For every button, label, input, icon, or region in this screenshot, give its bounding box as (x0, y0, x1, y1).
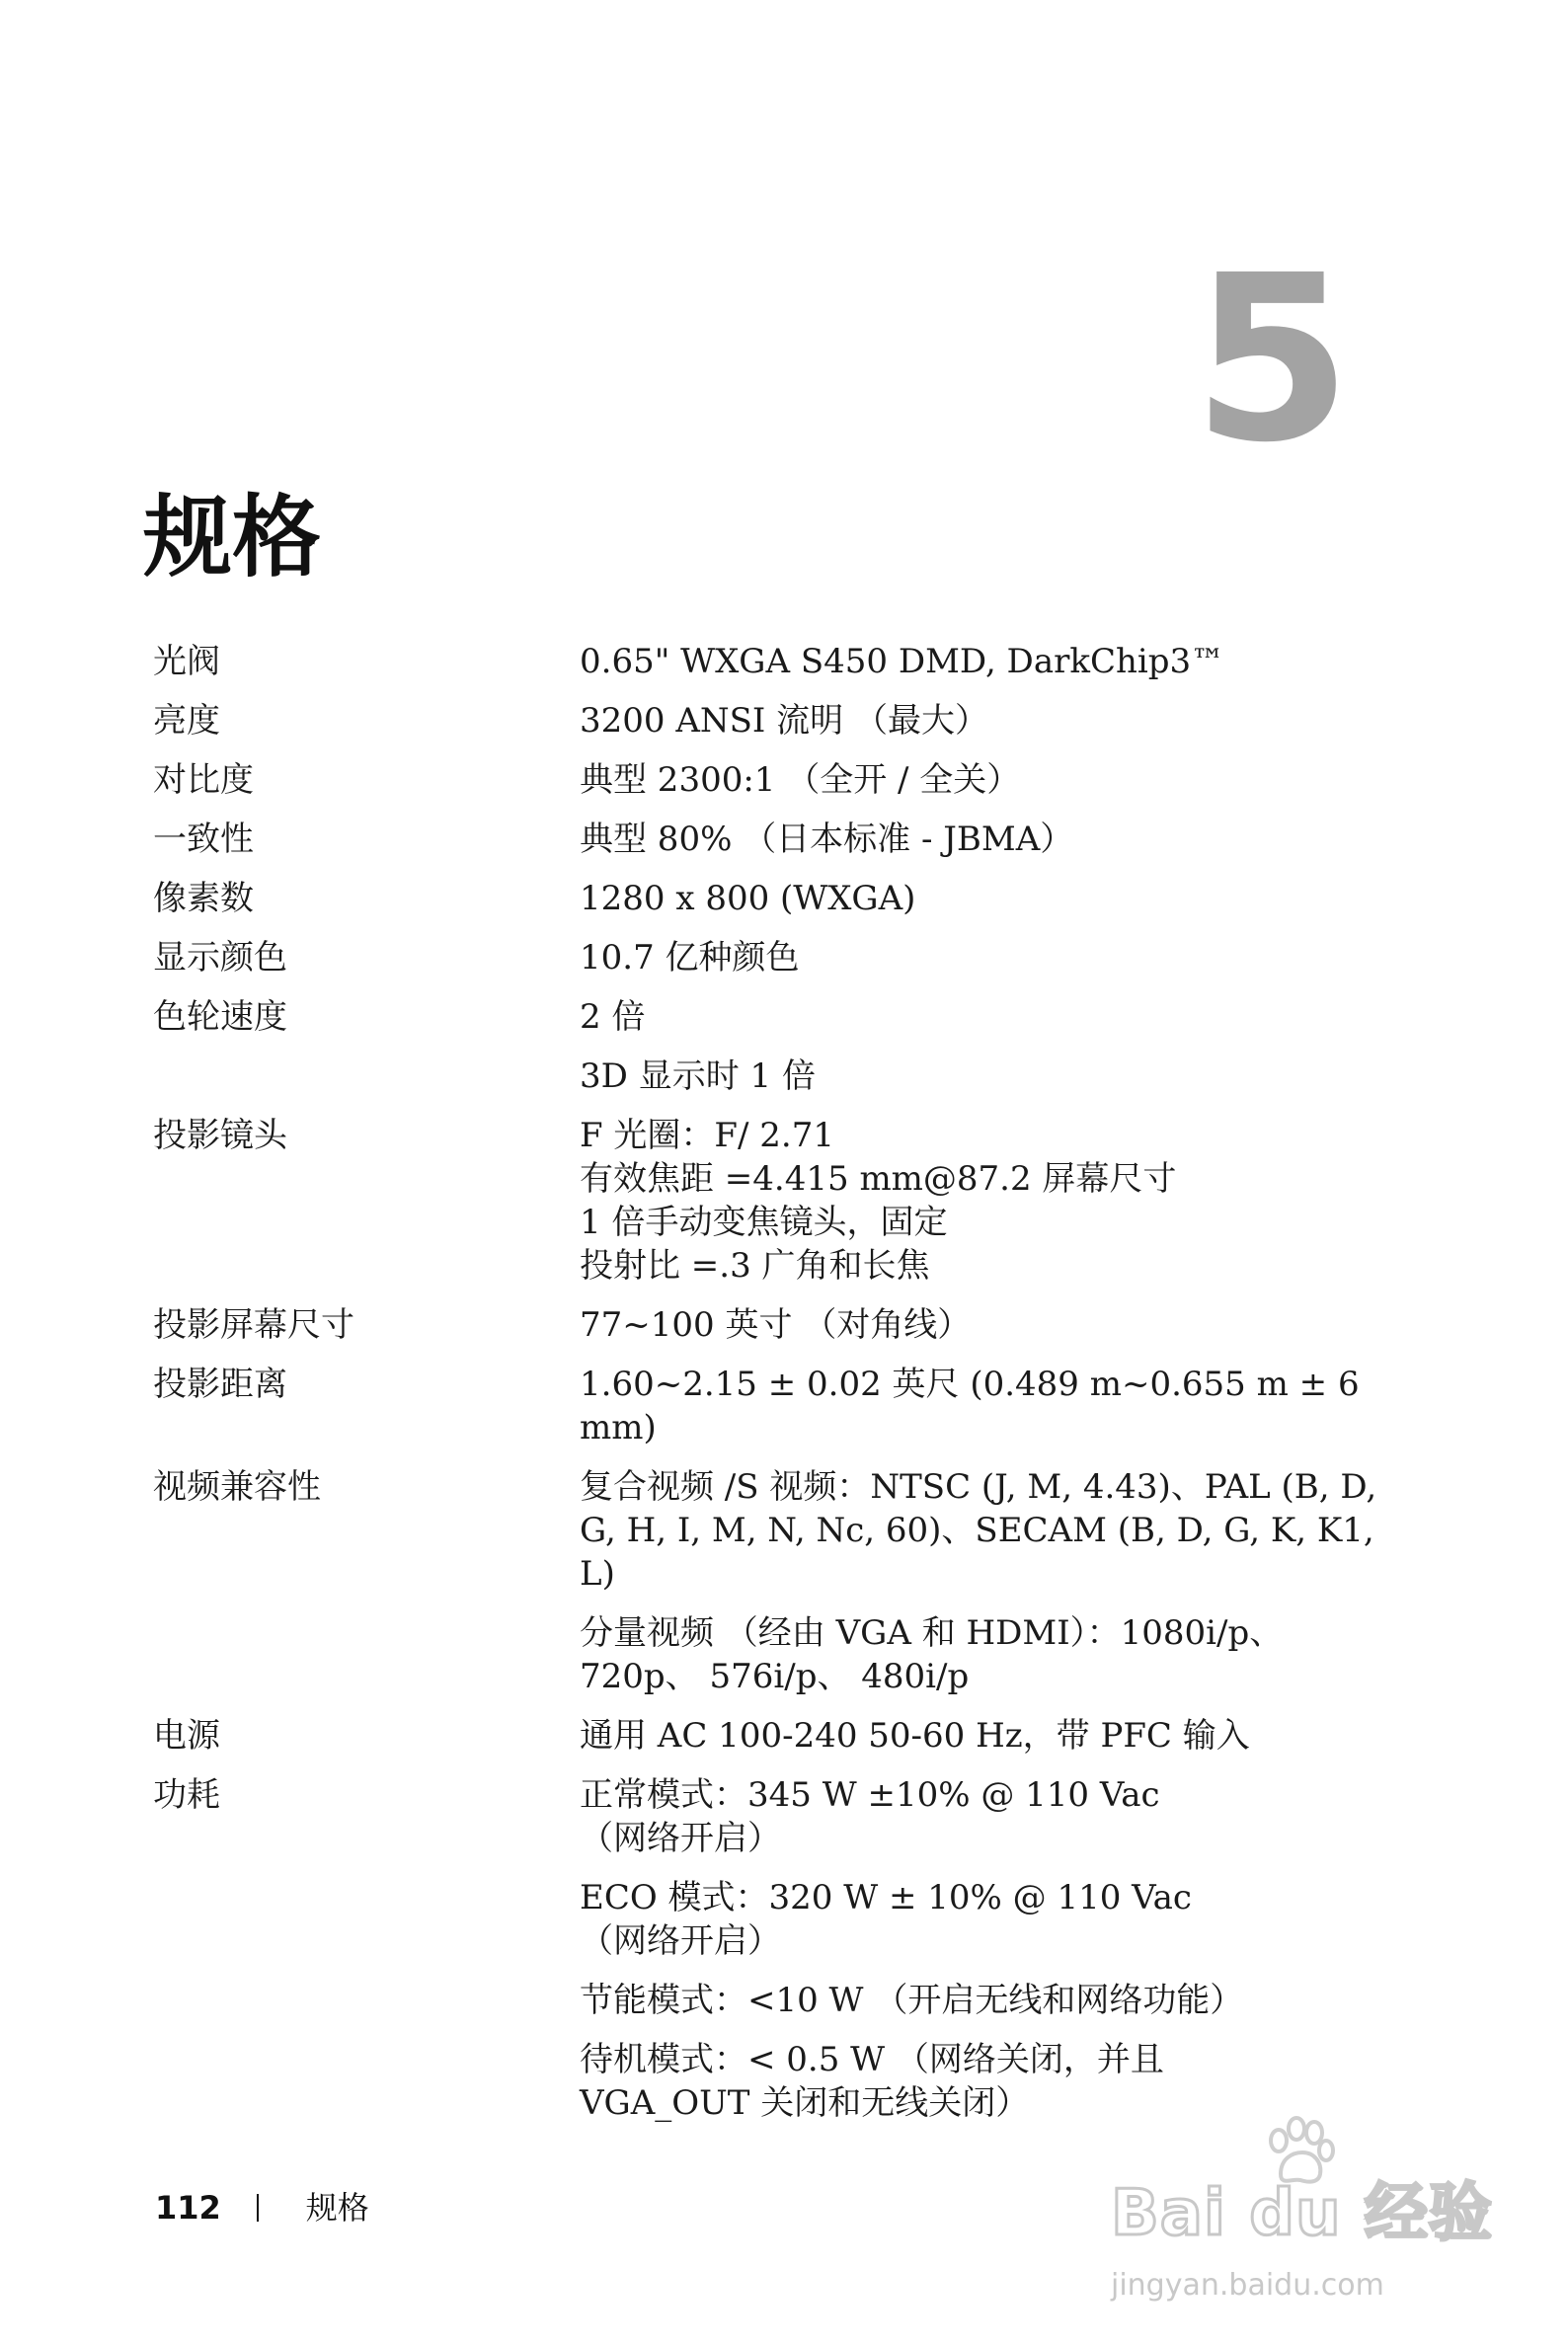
spec-row-screen-size (153, 1295, 1387, 1355)
spec-label: 色轮速度 (153, 997, 287, 1037)
spec-label: 对比度 (153, 760, 254, 800)
watermark-url: jingyan.baidu.com (1111, 2268, 1384, 2303)
spec-value: 1280 x 800 (WXGA) (580, 879, 916, 918)
spec-row-uniformity (153, 810, 1387, 869)
spec-row-lens (153, 1106, 1387, 1295)
spec-label: 亮度 (153, 701, 220, 741)
baidu-watermark (1111, 2113, 1506, 2310)
spec-value: 77~100 英寸 （对角线） (580, 1305, 972, 1345)
spec-value: 分量视频 （经由 VGA 和 HDMI）：1080i/p、 720p、 576i/p、 480i/p (580, 1613, 1284, 1696)
spec-label: 像素数 (153, 879, 254, 918)
spec-value: 1.60~2.15 ± 0.02 英尺 (0.489 m~0.655 m ± 6 mm) (580, 1365, 1360, 1447)
spec-label: 光阀 (153, 642, 220, 681)
spec-value: 3200 ANSI 流明 （最大） (580, 701, 988, 741)
spec-value: 典型 2300:1 （全开 / 全关） (580, 760, 1021, 800)
spec-value: 3D 显示时 1 倍 (580, 1056, 816, 1096)
spec-row-video (153, 1457, 1387, 1706)
spec-value: F 光圈：F/ 2.71 有效焦距 =4.415 mm@87.2 屏幕尺寸 1 倍手动变焦镜头，固定 投射比 =.3 广角和长焦 (580, 1116, 1177, 1286)
spec-value: 通用 AC 100-240 50-60 Hz，带 PFC 输入 (580, 1716, 1250, 1756)
page-number: 112 (155, 2189, 221, 2227)
spec-value: 复合视频 /S 视频：NTSC (J, M, 4.43)、PAL (B, D, G, H, I, M, N, Nc, 60)、SECAM (B, D, G, K, K1, L) (580, 1467, 1377, 1594)
spec-value: 典型 80% （日本标准 - JBMA） (580, 820, 1074, 859)
spec-label: 投影屏幕尺寸 (153, 1305, 354, 1345)
spec-label: 电源 (153, 1716, 220, 1756)
spec-row-power-supply (153, 1706, 1387, 1765)
chapter-title: 规格 (143, 486, 321, 589)
spec-label: 功耗 (153, 1775, 220, 1815)
spec-label: 投影距离 (153, 1365, 287, 1404)
spec-label: 投影镜头 (153, 1116, 287, 1155)
footer-section: 规格 (305, 2189, 369, 2227)
spec-row-pixels (153, 869, 1387, 928)
spec-value: 待机模式：< 0.5 W （网络关闭，并且 VGA_OUT 关闭和无线关闭） (580, 2040, 1164, 2123)
watermark-logo-text: Bai du 经验 (1111, 2177, 1493, 2250)
spec-row-color-wheel (153, 987, 1387, 1106)
spec-value: 10.7 亿种颜色 (580, 938, 800, 978)
spec-row-power-consumption (153, 1765, 1387, 2133)
spec-row-brightness (153, 691, 1387, 750)
page-footer (155, 2188, 369, 2228)
spec-value: 0.65" WXGA S450 DMD, DarkChip3™ (580, 642, 1225, 681)
spec-label: 显示颜色 (153, 938, 287, 978)
spec-value: 节能模式：<10 W （开启无线和网络功能） (580, 1981, 1244, 2020)
spec-row-light-valve (153, 632, 1387, 691)
footer-divider (257, 2194, 259, 2222)
spec-value: 正常模式：345 W ±10% @ 110 Vac （网络开启） (580, 1775, 1160, 1858)
spec-value: 2 倍 (580, 997, 646, 1037)
spec-row-colors (153, 928, 1387, 987)
spec-value: ECO 模式：320 W ± 10% @ 110 Vac （网络开启） (580, 1878, 1192, 1961)
spec-row-contrast (153, 750, 1387, 810)
chapter-number: 5 (1192, 226, 1346, 493)
spec-table (153, 632, 1387, 2133)
spec-row-distance (153, 1355, 1387, 1457)
spec-label: 一致性 (153, 820, 254, 859)
spec-label: 视频兼容性 (153, 1467, 321, 1507)
